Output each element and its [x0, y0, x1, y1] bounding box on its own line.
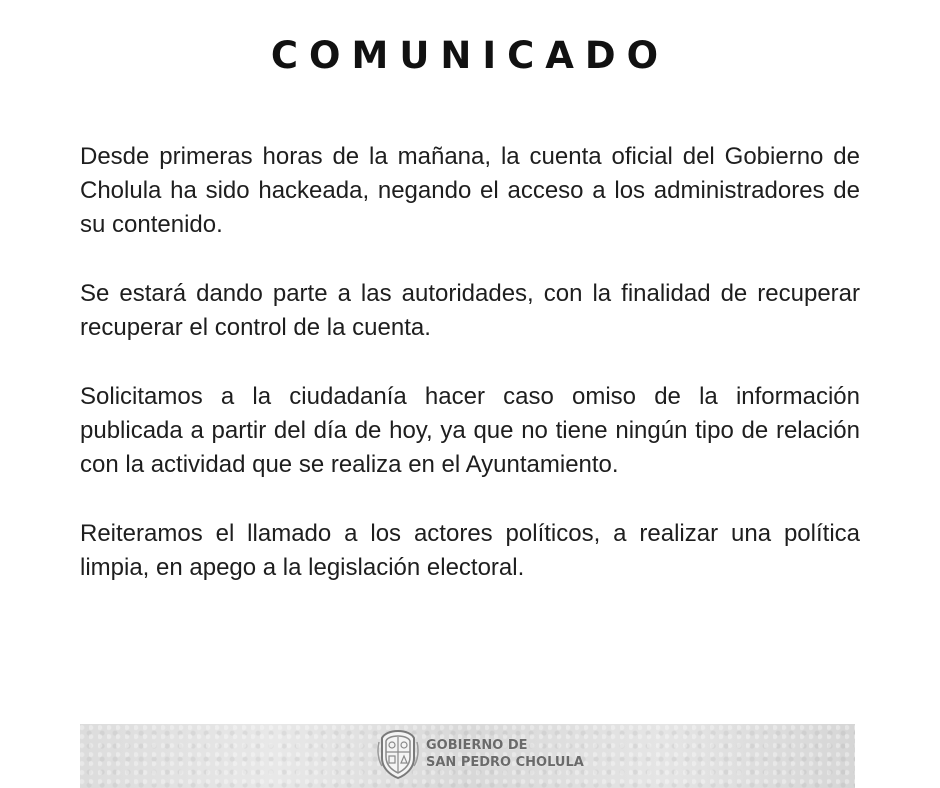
paragraph-4: Reiteramos el llamado a los actores políticos, a realizar una política limpia, en apego a la legislación electoral.	[80, 520, 860, 581]
logo-line-1: GOBIERNO DE	[426, 738, 528, 753]
footer-band	[80, 724, 855, 788]
logo-text	[426, 737, 584, 771]
coat-of-arms-icon	[376, 728, 420, 780]
government-logo	[376, 728, 584, 780]
communique-body	[80, 140, 860, 620]
paragraph-1: Desde primeras horas de la mañana, la cuenta oficial del Gobierno de Cholula ha sido hackeada, negando el acceso a los administradores de su contenido.	[80, 143, 860, 238]
communique-title: COMUNICADO	[270, 34, 670, 77]
paragraph-3: Solicitamos a la ciudadanía hacer caso omiso de la información publicada a partir del día de hoy, ya que no tiene ningún tipo de relación con la actividad que se realiza en el Ayuntamiento.	[80, 383, 860, 478]
logo-line-2: SAN PEDRO CHOLULA	[426, 755, 584, 770]
paragraph-2: Se estará dando parte a las autoridades, con la finalidad de recuperar recuperar el control de la cuenta.	[80, 280, 860, 341]
